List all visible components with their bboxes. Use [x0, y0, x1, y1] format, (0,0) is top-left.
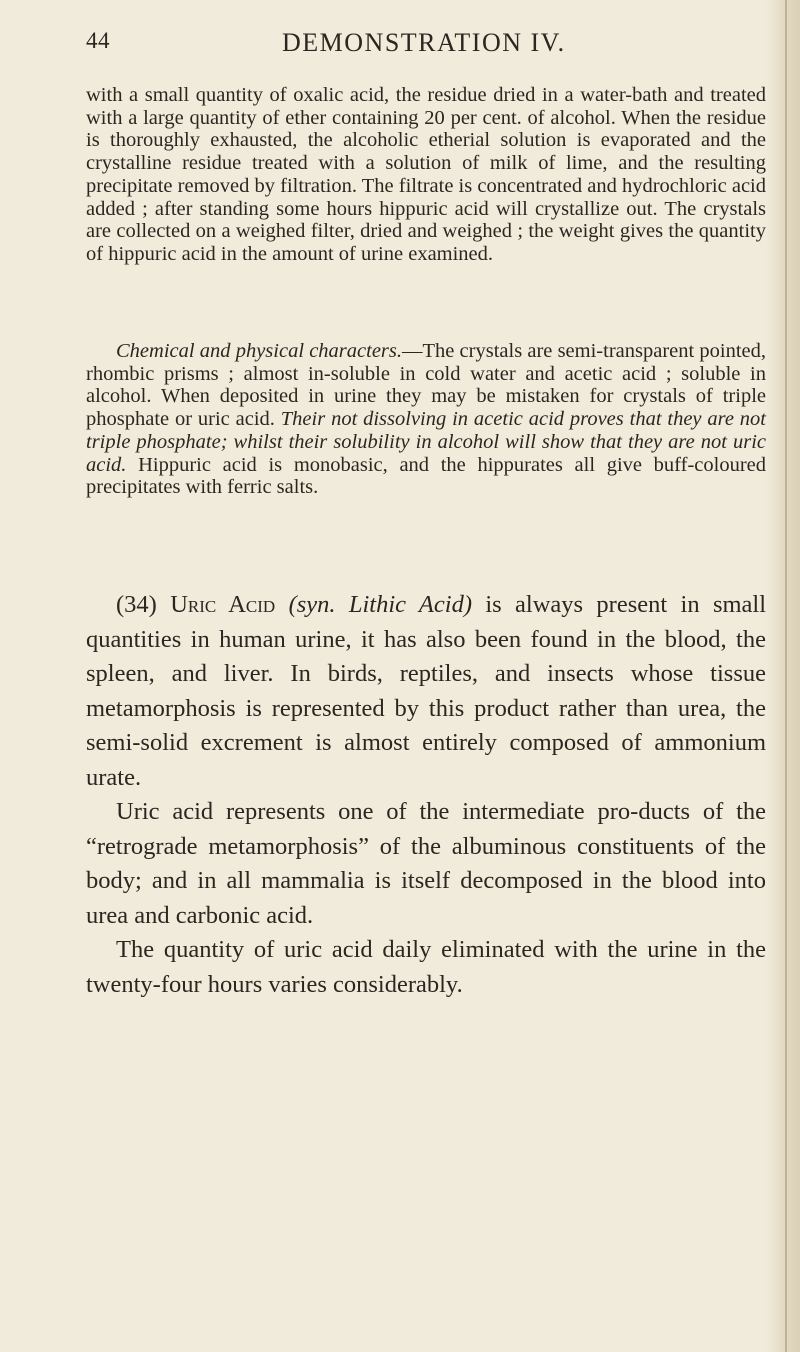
characters-text-b: Hippuric acid is monobasic, and the hippurates all give buff-coloured precipitates with ferric salts.	[86, 453, 767, 499]
paragraph-body	[86, 340, 766, 499]
synonym-lithic-acid: (syn. Lithic Acid)	[288, 591, 472, 618]
page-edge-shadow	[766, 0, 800, 1352]
page-number: 44	[86, 28, 110, 53]
page-header	[86, 28, 766, 62]
page-edge-line	[785, 0, 787, 1352]
paragraph-metamorphosis: Uric acid represents one of the intermediate pro-ducts of the “retrograde metamorphosis” of the albuminous constituents of the body; and in all mammalia is itself decomposed in the blood into urea and carbonic acid.	[86, 798, 766, 929]
characters-text-a: —The crystals are semi-transparent pointed, rhombic prisms ; almost in-soluble in cold water and acetic acid ; soluble in alcohol. When deposited in urine they may be mistaken for crystals of triple phosphate or uric acid.	[86, 340, 766, 431]
paragraph-uric-acid-intro	[86, 588, 766, 795]
section-number: (34)	[116, 591, 157, 618]
paragraph-characters	[86, 340, 766, 499]
running-title: DEMONSTRATION IV.	[282, 28, 566, 57]
section-uric-acid	[86, 588, 766, 1002]
section-heading-characters: Chemical and physical characters.	[116, 340, 402, 362]
paragraph-text: with a small quantity of oxalic acid, the residue dried in a water-bath and treated with a large quantity of ether containing 20 per cent. of alcohol. When the residue is thoroughly exhausted, the alcoholic etherial solution is evaporated and the crystalline residue treated with a solution of milk of lime, and the resulting precipitate removed by filtration. The filtrate is concentrated and hydrochloric acid added ; after standing some hours hippuric acid will crystallize out. The crystals are collected on a weighed filter, dried and weighed ; the weight gives the quantity of hippuric acid in the amount of urine examined.	[86, 84, 766, 265]
paragraph-daily-quantity: The quantity of uric acid daily eliminated with the urine in the twenty-four hours varies considerably.	[86, 936, 766, 998]
uric-acid-intro-text: is always present in small quantities in human urine, it has also been found in the blood, the spleen, and liver. In birds, reptiles, and insects whose tissue metamorphosis is represented by this product rather than urea, the semi-solid excrement is almost entirely composed of ammonium urate.	[86, 591, 767, 791]
characters-italic-text: Their not dissolving in acetic acid proves that they are not triple phosphate; whilst their solubility in alcohol will show that they are not uric acid.	[86, 408, 766, 476]
paragraph-residue-procedure	[86, 84, 766, 266]
section-heading-uric-acid: Uric Acid	[170, 591, 276, 618]
